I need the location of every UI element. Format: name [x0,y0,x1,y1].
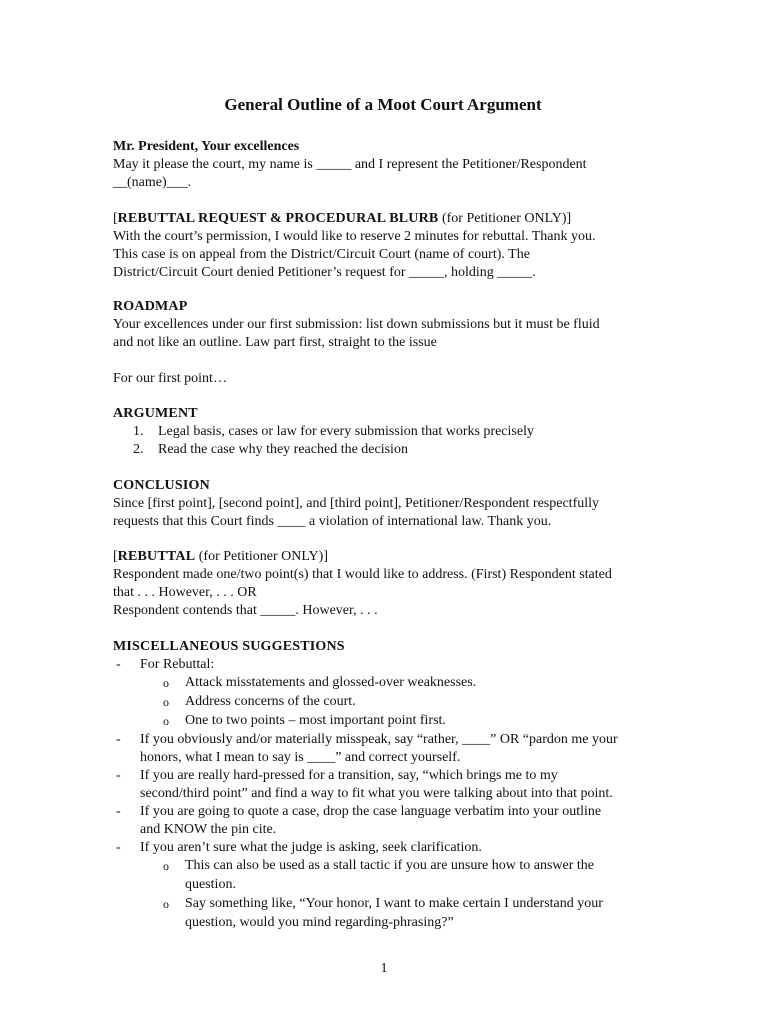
circle-bullet: o [163,714,169,728]
conclusion-line: Since [first point], [second point], and [third point], Petitioner/Respondent respectfully [113,496,600,511]
list-item-continuation [113,749,653,767]
list-item-continuation [113,785,653,803]
rebuttal-request-note: (for Petitioner ONLY)] [438,211,572,226]
rebuttal-line: Respondent made one/two point(s) that I would like to address. (First) Respondent stated [113,567,612,582]
list-item [113,423,653,441]
list-text: Legal basis, cases or law for every submission that works precisely [158,424,534,439]
circle-bullet: o [163,676,169,690]
circle-bullet: o [163,695,169,709]
list-item [113,731,653,749]
list-text: Say something like, “Your honor, I want to make certain I understand your [185,896,603,911]
roadmap-line: and not like an outline. Law part first, straight to the issue [113,335,437,350]
bracket: [ [113,549,118,564]
list-item [113,441,653,459]
roadmap-section [113,298,653,388]
opening-line: __(name)___. [113,175,192,190]
roadmap-heading: ROADMAP [113,299,188,314]
list-item-continuation [113,914,653,932]
list-text: If you aren’t sure what the judge is asking, seek clarification. [140,840,482,855]
list-item [113,803,653,821]
list-text: question. [185,877,236,892]
list-text: honors, what I mean to say is ____” and correct yourself. [140,750,461,765]
list-item [113,839,653,857]
circle-bullet: o [163,859,169,873]
rebuttal-request-section [113,210,653,282]
list-item [113,674,653,692]
opening-line: May it please the court, my name is _____ and I represent the Petitioner/Respondent [113,157,587,172]
list-text: If you obviously and/or materially misspeak, say “rather, ____” OR “pardon me your [140,732,618,747]
list-item [113,693,653,711]
rebuttal-heading: REBUTTAL [117,549,196,564]
bracket: [ [113,211,118,226]
list-number: 1. [133,424,144,439]
rebuttal-request-line: With the court’s permission, I would like to reserve 2 minutes for rebuttal. Thank you. [113,229,596,244]
list-text: One to two points – most important point first. [185,713,446,728]
rebuttal-line: Respondent contends that _____. However, . . . [113,603,378,618]
conclusion-heading: CONCLUSION [113,478,210,493]
argument-section [113,405,653,459]
rebuttal-request-heading-line [113,210,653,228]
circle-bullet: o [163,897,169,911]
roadmap-spacer [113,352,653,370]
misc-heading: MISCELLANEOUS SUGGESTIONS [113,639,345,654]
list-text: This can also be used as a stall tactic if you are unsure how to answer the [185,858,594,873]
rebuttal-note: (for Petitioner ONLY)] [195,549,328,564]
list-text: second/third point” and find a way to fit what you were talking about into that point. [140,786,613,801]
roadmap-line: Your excellences under our first submission: list down submissions but it must be fluid [113,317,600,332]
roadmap-line: For our first point… [113,371,227,386]
opening-section [113,138,653,192]
argument-heading: ARGUMENT [113,406,198,421]
list-item [113,712,653,730]
list-text: If you are going to quote a case, drop the case language verbatim into your outline [140,804,602,819]
conclusion-section [113,477,653,531]
dash-bullet: - [116,732,121,747]
rebuttal-line: that . . . However, . . . OR [113,585,257,600]
list-text: If you are really hard-pressed for a transition, say, “which brings me to my [140,768,558,783]
list-item-continuation [113,821,653,839]
list-text: Attack misstatements and glossed-over weaknesses. [185,675,477,690]
list-item [113,767,653,785]
list-item [113,656,653,674]
rebuttal-request-line: District/Circuit Court denied Petitioner’s request for _____, holding _____. [113,265,536,280]
misc-section [113,638,653,932]
rebuttal-request-line: This case is on appeal from the District/Circuit Court (name of court). The [113,247,530,262]
list-item [113,857,653,875]
rebuttal-request-heading: REBUTTAL REQUEST & PROCEDURAL BLURB [117,211,439,226]
rebuttal-heading-line [113,548,653,566]
list-number: 2. [133,442,144,457]
conclusion-line: requests that this Court finds ____ a violation of international law. Thank you. [113,514,552,529]
dash-bullet: - [116,768,121,783]
list-text: Address concerns of the court. [185,694,356,709]
dash-bullet: - [116,840,121,855]
list-text: and KNOW the pin cite. [140,822,277,837]
page-title: General Outline of a Moot Court Argument [224,95,542,114]
dash-bullet: - [116,657,121,672]
list-item [113,895,653,913]
page-number: 1 [380,961,388,976]
rebuttal-section [113,548,653,620]
dash-bullet: - [116,804,121,819]
list-text: question, would you mind regarding-phrasing?” [185,915,454,930]
list-text: For Rebuttal: [140,657,215,672]
opening-heading: Mr. President, Your excellences [113,139,300,154]
list-item-continuation [113,876,653,894]
list-text: Read the case why they reached the decision [158,442,408,457]
